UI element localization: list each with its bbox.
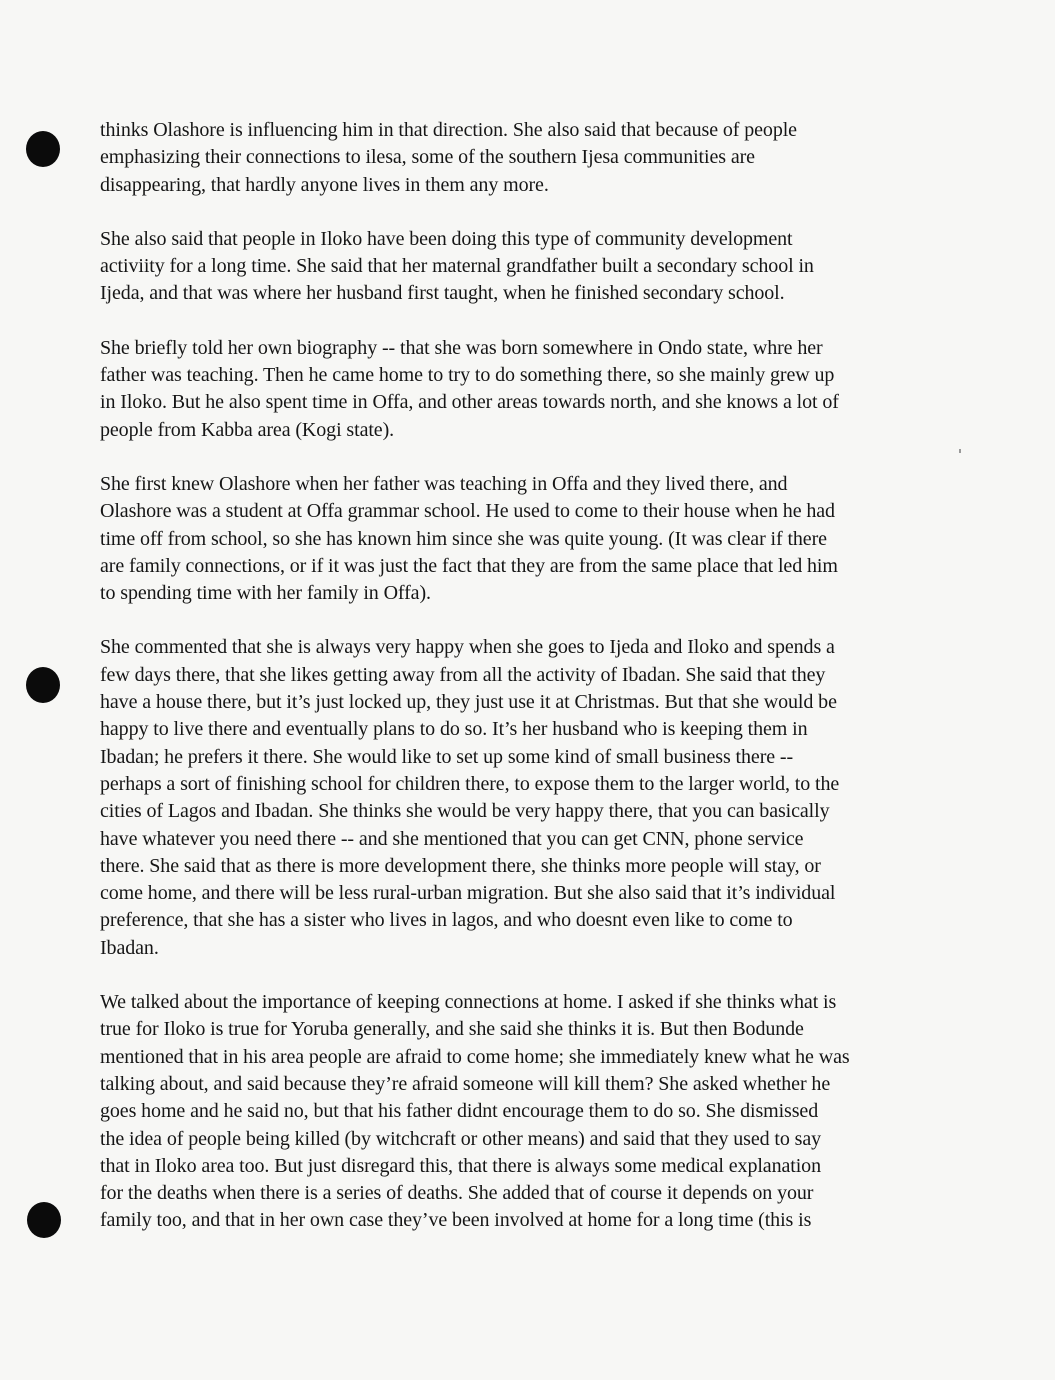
- text-line: father was teaching. Then he came home to try to do something there, so she mainly grew up: [100, 364, 835, 387]
- text-line: We talked about the importance of keeping connections at home. I asked if she thinks what is: [100, 991, 837, 1014]
- text-line: have whatever you need there -- and she mentioned that you can get CNN, phone service: [100, 827, 804, 850]
- text-line: Olashore was a student at Offa grammar school. He used to come to their house when he had: [100, 500, 835, 523]
- text-line: family too, and that in her own case they’ve been involved at home for a long time (this is: [100, 1209, 812, 1232]
- text-line: thinks Olashore is influencing him in that direction. She also said that because of people: [100, 119, 797, 141]
- paper-speck: [959, 449, 961, 453]
- paragraph: [100, 117, 930, 199]
- text-line: few days there, that she likes getting away from all the activity of Ibadan. She said that they: [100, 663, 826, 686]
- paragraph: [100, 989, 930, 1235]
- text-line: emphasizing their connections to ilesa, some of the southern Ijesa communities are: [100, 146, 755, 169]
- text-line: in Iloko. But he also spent time in Offa, and other areas towards north, and she knows a lot of: [100, 391, 839, 414]
- text-line: talking about, and said because they’re afraid someone will kill them? She asked whether he: [100, 1072, 831, 1095]
- text-line: mentioned that in his area people are afraid to come home; she immediately knew what he was: [100, 1045, 850, 1068]
- text-line: for the deaths when there is a series of deaths. She added that of course it depends on your: [100, 1182, 814, 1205]
- punch-hole-bottom: [27, 1202, 61, 1238]
- text-line: happy to live there and eventually plans to do so. It’s her husband who is keeping them in: [100, 718, 808, 741]
- text-line: the idea of people being killed (by witchcraft or other means) and said that they used to say: [100, 1127, 822, 1150]
- text-line: are family connections, or if it was just the fact that they are from the same place that led him: [100, 554, 838, 577]
- punch-hole-top: [26, 131, 60, 167]
- paragraph: [100, 471, 930, 607]
- text-line: disappearing, that hardly anyone lives in them any more.: [100, 173, 549, 196]
- text-line: She commented that she is always very happy when she goes to Ijeda and Iloko and spends a: [100, 636, 835, 659]
- paragraph: [100, 335, 930, 444]
- text-line: She also said that people in Iloko have been doing this type of community development: [100, 227, 793, 250]
- text-line: Ijeda, and that was where her husband first taught, when he finished secondary school.: [100, 282, 785, 305]
- text-line: goes home and he said no, but that his father didnt encourage them to do so. She dismissed: [100, 1100, 819, 1123]
- text-line: perhaps a sort of finishing school for children there, to expose them to the larger world, to the: [100, 772, 840, 795]
- text-line: preference, that she has a sister who lives in lagos, and who doesnt even like to come to: [100, 909, 793, 932]
- paragraph: [100, 634, 930, 962]
- text-line: there. She said that as there is more development there, she thinks more people will stay, or: [100, 854, 821, 877]
- text-line: time off from school, so she has known him since she was quite young. (It was clear if there: [100, 527, 827, 550]
- text-line: Ibadan; he prefers it there. She would like to set up some kind of small business there --: [100, 745, 794, 768]
- document-body: [100, 117, 930, 1262]
- text-line: have a house there, but it’s just locked up, they just use it at Christmas. But that she would be: [100, 691, 837, 714]
- text-line: people from Kabba area (Kogi state).: [100, 418, 395, 441]
- text-line: come home, and there will be less rural-urban migration. But she also said that it’s individual: [100, 882, 836, 905]
- text-line: She briefly told her own biography -- that she was born somewhere in Ondo state, whre her: [100, 336, 823, 359]
- paragraph: [100, 226, 930, 308]
- text-line: cities of Lagos and Ibadan. She thinks she would be very happy there, that you can basically: [100, 800, 830, 823]
- text-line: Ibadan.: [100, 936, 159, 959]
- text-line: that in Iloko area too. But just disregard this, that there is always some medical explanation: [100, 1154, 821, 1177]
- text-line: She first knew Olashore when her father was teaching in Offa and they lived there, and: [100, 472, 788, 495]
- text-line: to spending time with her family in Offa).: [100, 582, 431, 605]
- text-line: activiity for a long time. She said that her maternal grandfather built a secondary school in: [100, 255, 814, 278]
- punch-hole-middle: [26, 667, 60, 703]
- text-line: true for Iloko is true for Yoruba generally, and she said she thinks it is. But then Bodunde: [100, 1018, 804, 1041]
